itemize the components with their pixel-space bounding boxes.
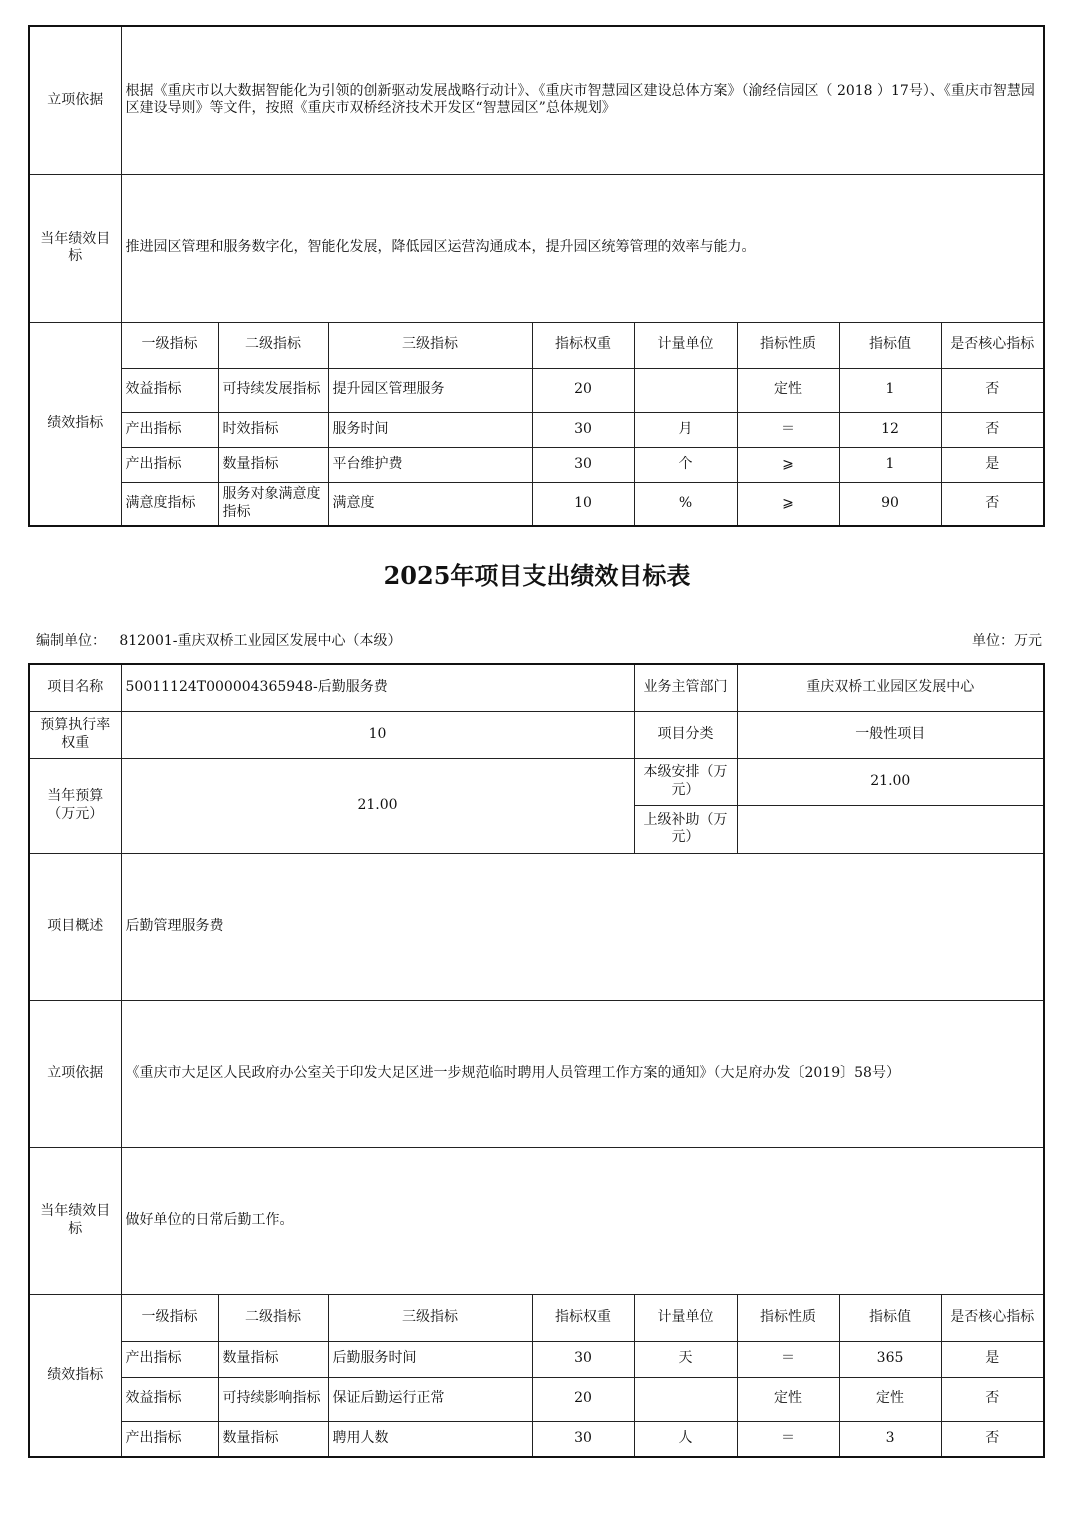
table-cell: 10 <box>532 482 634 526</box>
project-perf-label: 绩效指标 <box>29 1294 121 1457</box>
table-cell: 30 <box>532 1341 634 1377</box>
table-cell: 定性 <box>737 368 839 412</box>
table-cell: 1 <box>839 447 941 482</box>
table-cell: 后勤服务时间 <box>328 1341 532 1377</box>
table-cell: 时效指标 <box>218 412 328 447</box>
table-cell: 3 <box>839 1421 941 1457</box>
table-row <box>29 1341 1044 1377</box>
table-cell: 12 <box>839 412 941 447</box>
table-cell: ⩾ <box>737 482 839 526</box>
table-cell: 否 <box>941 368 1044 412</box>
top-header-cell: 一级指标 <box>121 322 218 368</box>
dept-value: 重庆双桥工业园区发展中心 <box>737 664 1044 711</box>
project-name-label: 项目名称 <box>29 664 121 711</box>
summary-text: 后勤管理服务费 <box>121 853 1044 1000</box>
category-label: 项目分类 <box>634 711 737 758</box>
currency-unit: 单位：万元 <box>972 633 1042 649</box>
table-cell: 定性 <box>737 1377 839 1421</box>
top-goal-label: 当年绩效目标 <box>29 174 121 322</box>
table-cell: 提升园区管理服务 <box>328 368 532 412</box>
table-cell <box>634 1377 737 1421</box>
top-basis-text: 根据《重庆市以大数据智能化为引领的创新驱动发展战略行动计》、《重庆市智慧园区建设总体方案》（渝经信园区（ 2018 ）17号）、《重庆市智慧园区建设导则》等文件，按照《重庆市双桥经济技术开发区“智慧园区”总体规划》 <box>121 26 1044 174</box>
table-cell: 1 <box>839 368 941 412</box>
table-row <box>29 368 1044 412</box>
summary-label: 项目概述 <box>29 853 121 1000</box>
table-cell: 否 <box>941 1421 1044 1457</box>
table-row <box>29 482 1044 526</box>
project-header-cell: 是否核心指标 <box>941 1294 1044 1341</box>
table-cell: 20 <box>532 1377 634 1421</box>
local-label: 本级安排（万元） <box>634 758 737 805</box>
upper-value <box>737 805 1044 853</box>
project-header-cell: 指标值 <box>839 1294 941 1341</box>
table-cell: 30 <box>532 412 634 447</box>
dept-label: 业务主管部门 <box>634 664 737 711</box>
table-cell: 可持续影响指标 <box>218 1377 328 1421</box>
project-header-cell: 一级指标 <box>121 1294 218 1341</box>
table-cell: 数量指标 <box>218 1421 328 1457</box>
table-cell: 人 <box>634 1421 737 1457</box>
table-cell: 否 <box>941 482 1044 526</box>
top-table <box>28 25 1045 527</box>
table-cell <box>634 368 737 412</box>
table-row <box>29 412 1044 447</box>
project-header-cell: 计量单位 <box>634 1294 737 1341</box>
table-cell: ＝ <box>737 412 839 447</box>
table-cell: 效益指标 <box>121 1377 218 1421</box>
project-header-cell: 指标权重 <box>532 1294 634 1341</box>
table-cell: 平台维护费 <box>328 447 532 482</box>
table-cell: 否 <box>941 1377 1044 1421</box>
top-perf-label: 绩效指标 <box>29 322 121 526</box>
table-cell: 否 <box>941 412 1044 447</box>
compiling-unit: 编制单位： 812001-重庆双桥工业园区发展中心（本级） <box>36 633 402 649</box>
top-header-cell: 三级指标 <box>328 322 532 368</box>
project-header-cell: 指标性质 <box>737 1294 839 1341</box>
table-cell: 产出指标 <box>121 447 218 482</box>
table-cell: 产出指标 <box>121 1341 218 1377</box>
table-cell: 月 <box>634 412 737 447</box>
table-cell: 满意度指标 <box>121 482 218 526</box>
project-goal-text: 做好单位的日常后勤工作。 <box>121 1147 1044 1294</box>
project-name-value: 50011124T000004365948-后勤服务费 <box>121 664 634 711</box>
table-cell: 数量指标 <box>218 447 328 482</box>
table-row <box>29 447 1044 482</box>
project-table <box>28 663 1045 1458</box>
table-cell: 数量指标 <box>218 1341 328 1377</box>
table-cell: ＝ <box>737 1421 839 1457</box>
table-cell: 满意度 <box>328 482 532 526</box>
table-cell: % <box>634 482 737 526</box>
table-cell: 个 <box>634 447 737 482</box>
table-cell: 365 <box>839 1341 941 1377</box>
table-cell: 20 <box>532 368 634 412</box>
top-goal-text: 推进园区管理和服务数字化，智能化发展，降低园区运营沟通成本，提升园区统筹管理的效率与能力。 <box>121 174 1044 322</box>
table-cell: 保证后勤运行正常 <box>328 1377 532 1421</box>
table-cell: 服务对象满意度指标 <box>218 482 328 526</box>
table-cell: 效益指标 <box>121 368 218 412</box>
rate-value: 10 <box>121 711 634 758</box>
top-header-cell: 计量单位 <box>634 322 737 368</box>
page-title: 2025年项目支出绩效目标表 <box>383 561 691 590</box>
table-cell: 30 <box>532 1421 634 1457</box>
project-header-cell: 三级指标 <box>328 1294 532 1341</box>
project-basis-label: 立项依据 <box>29 1000 121 1147</box>
table-cell: 服务时间 <box>328 412 532 447</box>
table-row <box>29 1377 1044 1421</box>
top-header-cell: 二级指标 <box>218 322 328 368</box>
top-basis-label: 立项依据 <box>29 26 121 174</box>
table-cell: 定性 <box>839 1377 941 1421</box>
rate-label: 预算执行率权重 <box>29 711 121 758</box>
table-cell: 是 <box>941 447 1044 482</box>
table-cell: 聘用人数 <box>328 1421 532 1457</box>
top-header-cell: 指标值 <box>839 322 941 368</box>
project-basis-text: 《重庆市大足区人民政府办公室关于印发大足区进一步规范临时聘用人员管理工作方案的通知》（大足府办发〔2019〕58号） <box>121 1000 1044 1147</box>
table-cell: ⩾ <box>737 447 839 482</box>
table-cell: ＝ <box>737 1341 839 1377</box>
top-header-cell: 指标性质 <box>737 322 839 368</box>
project-header-cell: 二级指标 <box>218 1294 328 1341</box>
top-header-cell: 指标权重 <box>532 322 634 368</box>
table-cell: 天 <box>634 1341 737 1377</box>
table-cell: 可持续发展指标 <box>218 368 328 412</box>
top-header-cell: 是否核心指标 <box>941 322 1044 368</box>
table-cell: 产出指标 <box>121 1421 218 1457</box>
upper-label: 上级补助（万元） <box>634 805 737 853</box>
table-cell: 是 <box>941 1341 1044 1377</box>
local-value: 21.00 <box>737 758 1044 805</box>
table-row <box>29 1421 1044 1457</box>
project-goal-label: 当年绩效目标 <box>29 1147 121 1294</box>
table-cell: 产出指标 <box>121 412 218 447</box>
budget-label: 当年预算（万元） <box>29 758 121 853</box>
table-cell: 30 <box>532 447 634 482</box>
category-value: 一般性项目 <box>737 711 1044 758</box>
table-cell: 90 <box>839 482 941 526</box>
budget-value: 21.00 <box>121 758 634 853</box>
